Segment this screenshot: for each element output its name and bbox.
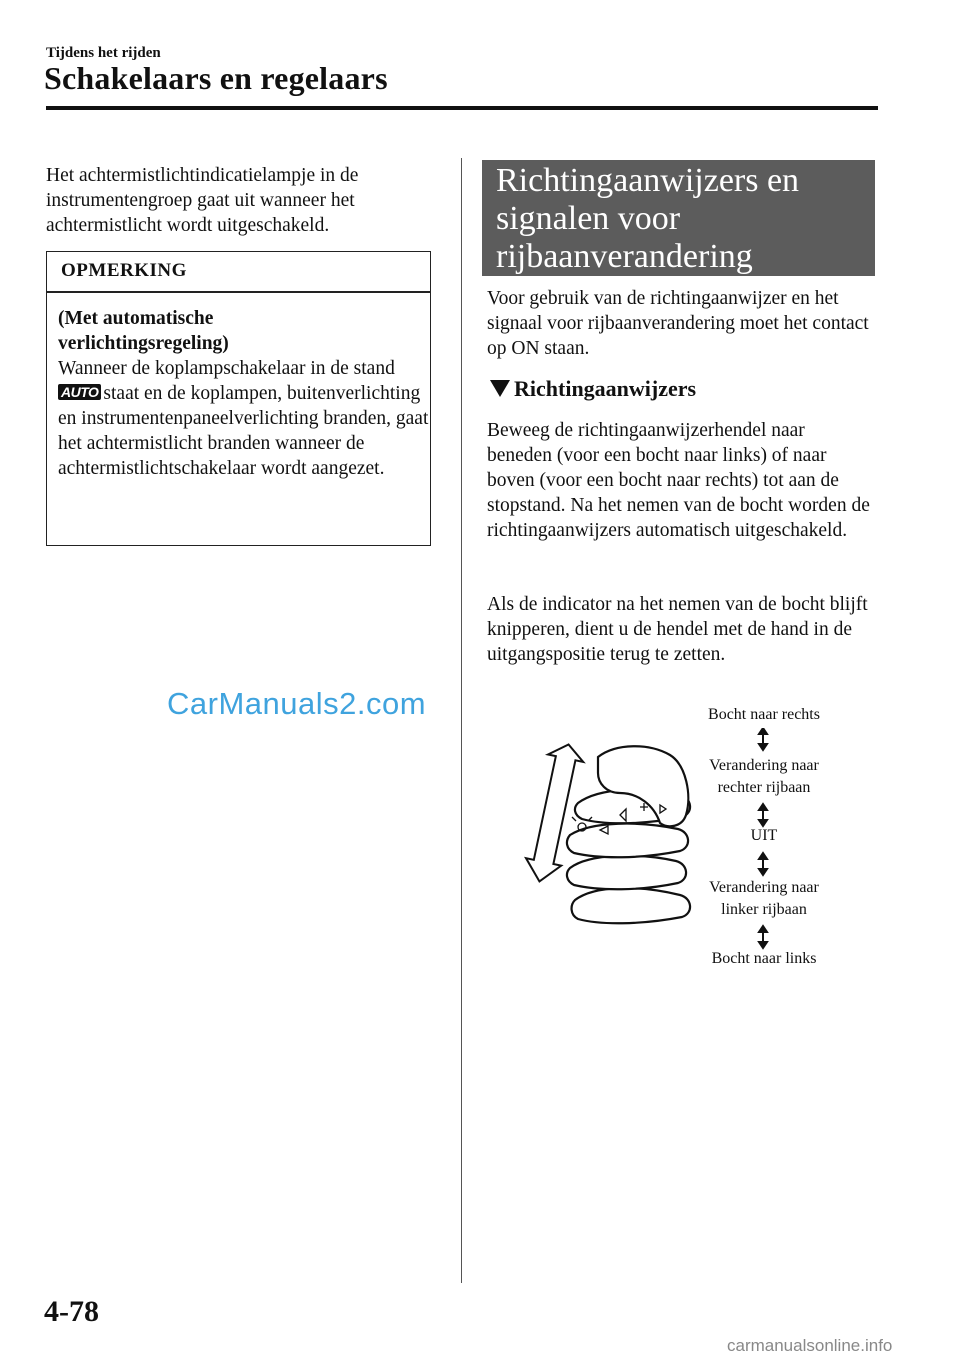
note-heading-line2: verlichtingsregeling) [58,333,229,354]
note-title: OPMERKING [61,260,187,281]
label-off: UIT [750,827,778,844]
note-divider [47,291,430,293]
running-head: Tijdens het rijden [46,45,161,61]
label-lane-left-line1: Verandering naar [709,879,819,896]
footer-site: carmanualsonline.info [727,1336,893,1355]
banner-title: Richtingaanwijzers en signalen voor rijbaanverandering [496,162,800,275]
note-content [58,306,430,481]
label-lane-change-left [679,877,849,921]
note-heading [58,306,430,356]
column-divider [461,158,462,1283]
sub-heading-text: Richtingaanwijzers [514,376,697,401]
note-text-before-icon: Wanneer de koplampschakelaar in de stand [58,358,395,379]
label-turn-left: Bocht naar links [711,950,817,967]
label-lane-right-line1: Verandering naar [709,757,819,774]
label-turn-right: Bocht naar rechts [708,706,820,723]
left-intro-paragraph: Het achtermistlichtindicatielampje in de instrumentengroep gaat uit wanneer het achtermistlicht wordt uitgeschakeld. [46,165,359,236]
note-heading-line1: (Met automatische [58,308,214,329]
watermark: CarManuals2.com [167,686,427,721]
turn-signal-lever-illustration [520,735,700,935]
paragraph-1: Beweeg de richtingaanwijzerhendel naar beneden (voor een bocht naar links) of naar boven (voor een bocht naar rechts) tot aan de stopstand. Na het nemen van de bocht worden de richtingaanwijzers automatisch uitgeschakeld. [487,420,870,541]
note-box [46,251,431,546]
section-banner [482,160,875,276]
label-lane-right-line2: rechter rijbaan [717,779,811,796]
right-intro-paragraph: Voor gebruik van de richtingaanwijzer en het signaal voor rijbaanverandering moet het contact op ON staan. [487,288,869,359]
note-body [58,356,430,481]
auto-icon: AUTO [58,384,101,400]
paragraph-2: Als de indicator na het nemen van de bocht blijft knipperen, dient u de hendel met de hand in de uitgangspositie terug te zetten. [487,594,868,665]
header-rule [46,106,878,110]
label-lane-change-right [679,755,849,799]
triangle-down-icon [490,380,510,397]
label-lane-left-line2: linker rijbaan [721,901,807,918]
sub-heading [490,376,696,402]
note-text-after-icon: staat en de koplampen, buitenverlichting en instrumentenpaneelverlichting branden, gaat het achtermistlicht branden wanneer de achtermistlichtschakelaar wordt aangezet. [58,383,429,479]
page-number: 4-78 [44,1295,99,1328]
section-title: Schakelaars en regelaars [44,60,388,96]
